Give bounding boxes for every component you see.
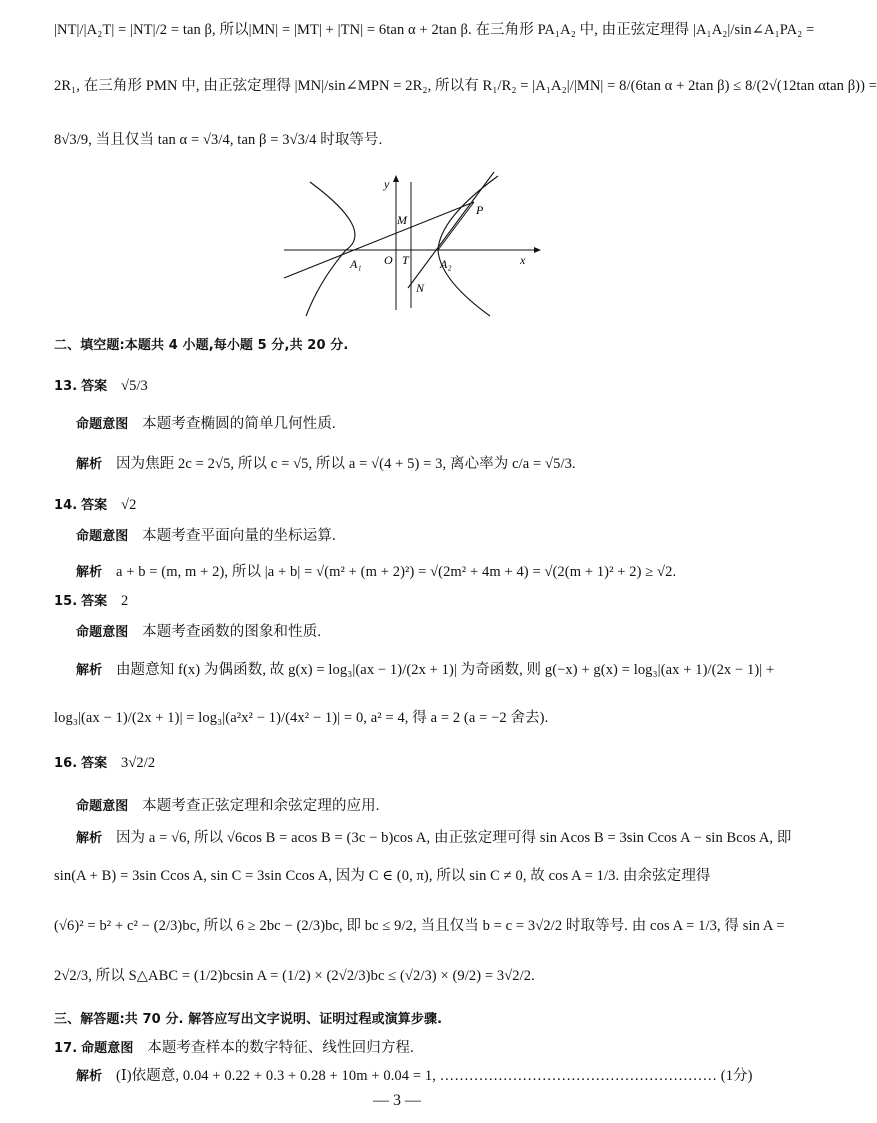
q17-intent: 本题考查样本的数字特征、线性回归方程. <box>147 1040 414 1056</box>
q17-analysis-1: (Ⅰ)依题意, 0.04 + 0.22 + 0.3 + 0.28 + 10m + 0.04 = 1, ………………………………………………… (1分) <box>115 1068 753 1084</box>
q16-number: 16. <box>54 756 78 771</box>
q16-analysis-line-1 <box>76 826 791 847</box>
q15-intent-line <box>76 620 321 641</box>
label-T: T <box>402 253 409 267</box>
label-x: x <box>520 253 526 267</box>
q15-intent-label: 命题意图 <box>76 625 129 640</box>
q16-intent-label: 命题意图 <box>76 799 129 814</box>
line-l3: 8√3/9, 当且仅当 tan α = √3/4, tan β = 3√3/4 时取等号. <box>54 132 383 148</box>
label-M: M <box>397 213 407 227</box>
q14-analysis-label: 解析 <box>76 565 103 580</box>
q14-answer-label: 答案 <box>81 498 108 513</box>
q13-analysis-label: 解析 <box>76 457 103 472</box>
q16-answer-line <box>54 752 155 772</box>
q13-analysis-line <box>76 452 576 473</box>
q14-number: 14. <box>54 498 78 513</box>
q15-analysis-line-2: log₃|(ax − 1)/(2x + 1)| = log₃|(a²x² − 1)/(4x² − 1)| = 0, a² = 4, 得 a = 2 (a = −2 舍去). <box>54 710 549 726</box>
label-A2: A₂ <box>440 257 452 271</box>
label-O: O <box>384 253 393 267</box>
q16-answer: 3√2/2 <box>121 755 156 771</box>
q14-intent-label: 命题意图 <box>76 529 129 544</box>
label-y: y <box>384 177 390 191</box>
q15-analysis-line-1 <box>76 658 774 679</box>
hyperbola-right-branch <box>438 176 498 316</box>
q13-intent: 本题考查椭圆的简单几何性质. <box>142 416 336 432</box>
q13-intent-label: 命题意图 <box>76 417 129 432</box>
q17-number: 17. <box>54 1041 78 1056</box>
q16-analysis-line-3: (√6)² = b² + c² − (2/3)bc, 所以 6 ≥ 2bc − (2/3)bc, 即 bc ≤ 9/2, 当且仅当 b = c = 3√2/2 时取等号. 由 cos A = 1/3, 得 sin A = <box>54 918 785 934</box>
q14-analysis-line <box>76 560 676 581</box>
hyperbola-figure <box>280 170 550 320</box>
label-P: P <box>476 203 484 217</box>
section-3-heading: 三、解答题:共 70 分. 解答应写出文字说明、证明过程或演算步骤. <box>54 1012 443 1027</box>
q17-intent-label: 命题意图 <box>81 1041 134 1056</box>
q14-intent-line <box>76 524 336 545</box>
q15-intent: 本题考查函数的图象和性质. <box>142 624 322 640</box>
q16-analysis-1: 因为 a = √6, 所以 √6cos B = acos B = (3c − b)cos A, 由正弦定理可得 sin Acos B = 3sin Ccos A − sin Bcos A, 即 <box>115 830 792 846</box>
q15-number: 15. <box>54 594 78 609</box>
q15-answer-label: 答案 <box>81 594 108 609</box>
q14-analysis: a + b = (m, m + 2), 所以 |a + b| = √(m² + (m + 2)²) = √(2m² + 4m + 4) = √(2(m + 1)² + 2) ≥ √2. <box>115 564 677 580</box>
q13-intent-line <box>76 412 336 433</box>
q15-analysis-1: 由题意知 f(x) 为偶函数, 故 g(x) = log₃|(ax − 1)/(2x + 1)| 为奇函数, 则 g(−x) + g(x) = log₃|(ax + 1)/(2x − 1)| + <box>115 662 775 678</box>
q14-answer: √2 <box>121 497 137 513</box>
section-2-heading: 二、填空题:本题共 4 小题,每小题 5 分,共 20 分. <box>54 338 349 353</box>
label-A1: A₁ <box>350 257 362 271</box>
q13-number: 13. <box>54 379 78 394</box>
q14-answer-line <box>54 494 136 514</box>
q13-answer-line <box>54 375 148 395</box>
q16-analysis-line-4: 2√2/3, 所以 S△ABC = (1/2)bcsin A = (1/2) × (2√2/3)bc ≤ (√2/3) × (9/2) = 3√2/2. <box>54 968 535 984</box>
q16-analysis-line-2: sin(A + B) = 3sin Ccos A, sin C = 3sin Ccos A, 因为 C ∈ (0, π), 所以 sin C ≠ 0, 故 cos A = 1/3. 由余弦定理得 <box>54 868 711 884</box>
q15-answer: 2 <box>121 593 129 609</box>
q16-intent-line <box>76 794 379 815</box>
label-N: N <box>416 281 425 295</box>
q17-analysis-line-1 <box>76 1064 753 1085</box>
q16-intent: 本题考查正弦定理和余弦定理的应用. <box>142 798 380 814</box>
q15-analysis-label: 解析 <box>76 663 103 678</box>
q13-analysis: 因为焦距 2c = 2√5, 所以 c = √5, 所以 a = √(4 + 5) = 3, 离心率为 c/a = √5/3. <box>115 456 576 472</box>
q17-analysis-label: 解析 <box>76 1069 103 1084</box>
q16-analysis-label: 解析 <box>76 831 103 846</box>
line-l2: 2R₁, 在三角形 PMN 中, 由正弦定理得 |MN|/sin∠MPN = 2R₂, 所以有 R₁/R₂ = |A₁A₂|/|MN| = 8/(6tan α + 2tan β) ≤ 8/(2√(12tan αtan β)) = <box>54 78 877 94</box>
q13-answer-label: 答案 <box>81 379 108 394</box>
q15-answer-line <box>54 590 128 610</box>
hyperbola-left-branch <box>306 182 355 316</box>
q13-answer: √5/3 <box>121 378 148 394</box>
q16-answer-label: 答案 <box>81 756 108 771</box>
line-l1: |NT|/|A₂T| = |NT|/2 = tan β, 所以|MN| = |MT| + |TN| = 6tan α + 2tan β. 在三角形 PA₁A₂ 中, 由正弦定理得 |A₁A₂|/sin∠A₁PA₂ = <box>54 22 815 38</box>
page-number: — 3 — <box>373 1092 421 1109</box>
q17-intent-line <box>54 1036 414 1057</box>
q14-intent: 本题考查平面向量的坐标运算. <box>142 528 336 544</box>
